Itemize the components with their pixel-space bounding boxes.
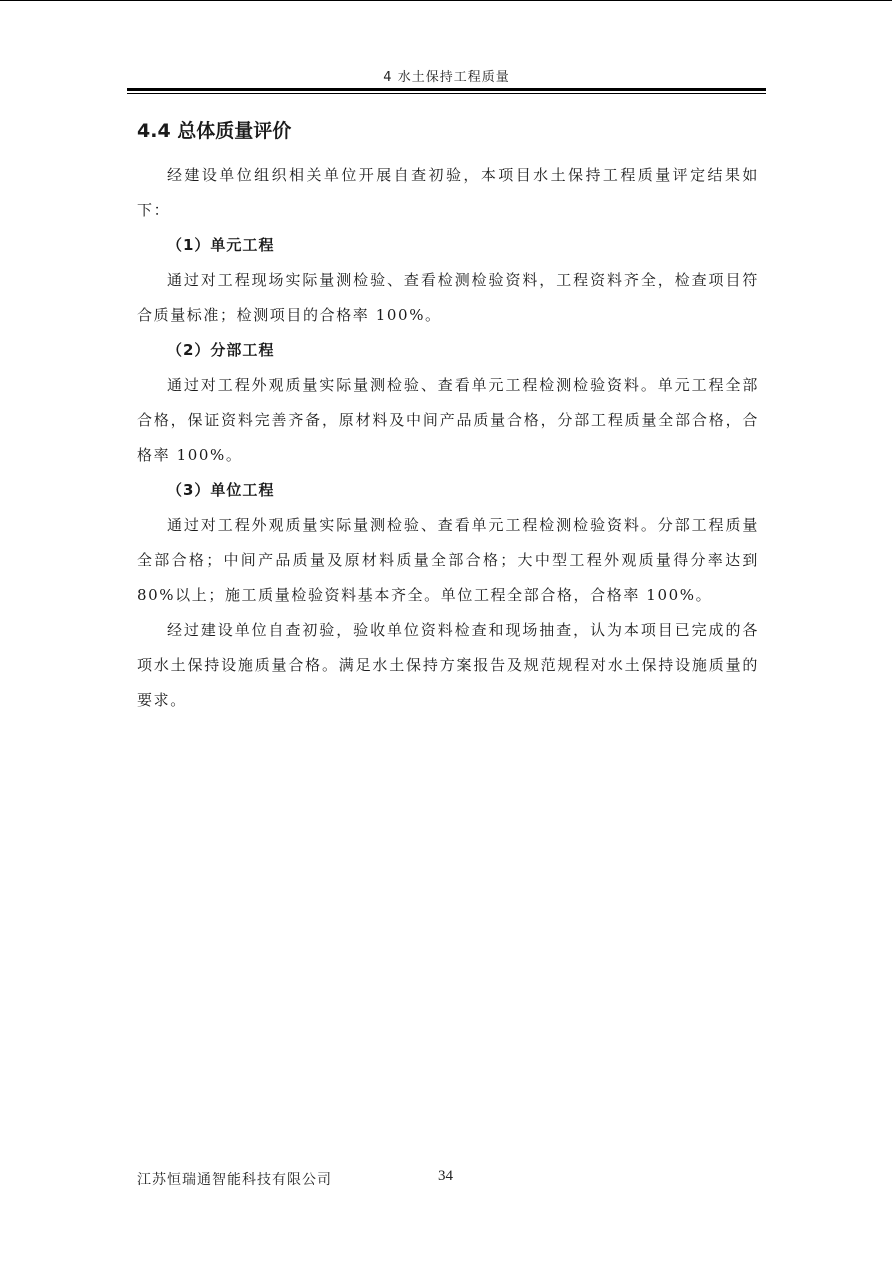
subheading-sub-engineering: （2）分部工程 [167, 341, 275, 359]
header-rule-thick [127, 88, 766, 91]
paragraph-unit-engineering: 通过对工程现场实际量测检验、查看检测检验资料，工程资料齐全，检查项目符合质量标准；检测项目的合格率 100%。 [137, 271, 759, 324]
intro-paragraph: 经建设单位组织相关单位开展自查初验，本项目水土保持工程质量评定结果如下： [137, 166, 759, 219]
page-top-border [0, 0, 892, 1]
footer-company-name: 江苏恒瑞通智能科技有限公司 [137, 1172, 332, 1188]
subheading-project-unit: （3）单位工程 [167, 481, 275, 499]
page-content [137, 118, 759, 718]
running-header: 4 水土保持工程质量 [383, 70, 510, 85]
footer-page-number: 34 [438, 1168, 453, 1184]
paragraph-project-unit: 通过对工程外观质量实际量测检验、查看单元工程检测检验资料。分部工程质量全部合格；中间产品质量及原材料质量全部合格；大中型工程外观质量得分率达到 80%以上；施工质量检验资料基本齐全。单位工程全部合格，合格率 100%。 [137, 516, 759, 604]
section-title: 4.4 总体质量评价 [137, 120, 292, 142]
header-rule-thin [127, 93, 766, 94]
paragraph-sub-engineering: 通过对工程外观质量实际量测检验、查看单元工程检测检验资料。单元工程全部合格，保证资料完善齐备，原材料及中间产品质量合格，分部工程质量全部合格，合格率 100%。 [137, 376, 759, 464]
conclusion-paragraph: 经过建设单位自查初验，验收单位资料检查和现场抽查，认为本项目已完成的各项水土保持设施质量合格。满足水土保持方案报告及规范规程对水土保持设施质量的要求。 [137, 621, 759, 709]
subheading-unit-engineering: （1）单元工程 [167, 236, 275, 254]
